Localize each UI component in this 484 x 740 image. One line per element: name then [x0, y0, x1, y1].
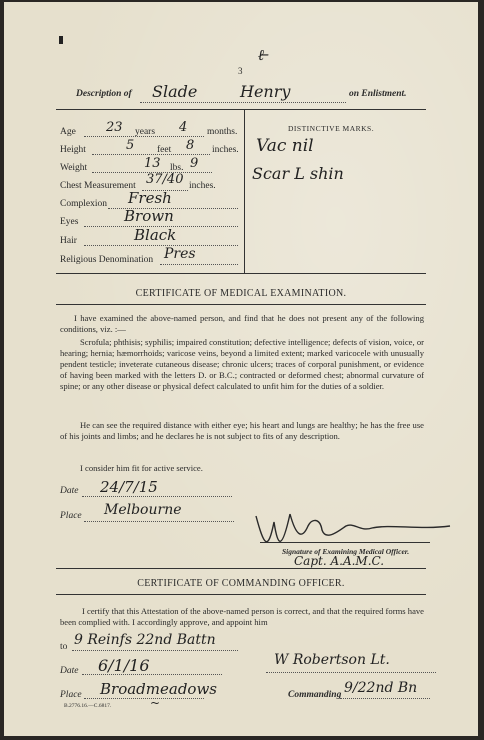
chest-label: Chest Measurement	[60, 181, 136, 191]
commanding-para1: I certify that this Attestation of the above-named person is correct, and that the required forms have been complied with. I accordingly approve, and appoint him	[60, 606, 424, 627]
medical-date-value: 24/7/15	[100, 478, 158, 496]
commanding-date-value: 6/1/16	[98, 656, 150, 675]
commanding-to-line	[72, 650, 238, 651]
complexion-label: Complexion	[60, 199, 107, 209]
commanding-label: Commanding	[288, 690, 342, 700]
height-inches: 8	[186, 138, 195, 153]
commanding-value: 9/22nd Bn	[344, 680, 418, 696]
height-label: Height	[60, 145, 86, 155]
distinctive-marks-line1: Vac nil	[256, 136, 314, 156]
weight-label: Weight	[60, 163, 88, 173]
distinctive-marks-line2: Scar L shin	[252, 164, 344, 183]
box-bottom-rule	[56, 273, 426, 274]
religion-line	[160, 264, 238, 265]
medical-place-value: Melbourne	[104, 502, 182, 518]
medical-date-line	[82, 496, 232, 497]
commanding-place-line	[84, 698, 204, 699]
chest-unit: inches.	[189, 181, 216, 191]
age-months: 4	[179, 120, 188, 135]
box-divider	[244, 109, 245, 273]
medical-date-label: Date	[60, 486, 79, 496]
inches-label: inches.	[212, 145, 239, 155]
medical-place-line	[84, 521, 234, 522]
description-prefix: Description of	[76, 89, 132, 99]
lbs-label: lbs.	[170, 163, 184, 173]
height-feet: 5	[126, 138, 135, 153]
commanding-heading-rule	[56, 594, 426, 595]
medical-heading-rule	[56, 304, 426, 305]
hair-line	[84, 245, 238, 246]
forename-value: Henry	[240, 82, 291, 101]
commanding-signature-line	[266, 672, 436, 673]
eyes-value: Brown	[124, 207, 174, 225]
complexion-value: Fresh	[128, 189, 172, 207]
months-label: months.	[207, 127, 238, 137]
weight-extra: 9	[190, 156, 199, 171]
description-suffix: on Enlistment.	[349, 89, 407, 99]
commanding-to-value: 9 Reinfs 22nd Battn	[74, 632, 216, 648]
hair-value: Black	[134, 226, 177, 244]
attestation-page	[4, 2, 478, 736]
medical-signature-caption: Signature of Examining Medical Officer.	[282, 547, 410, 556]
commanding-place-value: Broadmeadows	[100, 680, 217, 698]
distinctive-marks-heading: DISTINCTIVE MARKS.	[288, 124, 375, 133]
medical-para2: Scrofula; phthisis; syphilis; impaired constitution; defective intelligence; defects of vision, voice, or hearing; hernia; hæmorrhoids; varicose veins, beyond a limited extent; marked varicocele with unusually pendent testicle; inveterate cutaneous disease; chronic ulcers; traces of corporal punishment, or evidence of having been marked with the letters D. or B.C.; contracted or deformed chest; abnormal curvature of spine; or any other disease or physical defect calculated to unfit him for the duties of a soldier.	[60, 337, 424, 391]
religion-value: Pres	[164, 246, 196, 262]
medical-para3: He can see the required distance with either eye; his heart and lungs are healthy; he has the free use of his joints and limbs; and he declares he is not subject to fits of any description.	[60, 420, 424, 441]
weight-value: 13	[144, 156, 161, 171]
years-label: years	[135, 127, 156, 137]
commanding-place-label: Place	[60, 690, 82, 700]
commanding-heading: CERTIFICATE OF COMMANDING OFFICER.	[137, 578, 345, 589]
age-years: 23	[106, 120, 123, 135]
feet-label: feet	[157, 145, 172, 155]
height-line	[92, 154, 210, 155]
description-underline	[140, 102, 346, 103]
eyes-label: Eyes	[60, 217, 79, 227]
printer-code: B.2776.16.—C.6817.	[64, 703, 112, 709]
ink-mark	[59, 36, 63, 44]
medical-officer-rank: Capt. A.A.M.C.	[294, 554, 385, 568]
medical-para1: I have examined the above-named person, and find that he does not present any of the following conditions, viz. :—	[60, 313, 424, 334]
age-label: Age	[60, 127, 76, 137]
hair-label: Hair	[60, 236, 77, 246]
surname-value: Slade	[152, 82, 198, 101]
bottom-scribble: ~	[150, 696, 161, 710]
commanding-to-label: to	[60, 642, 68, 652]
commanding-top-rule	[56, 568, 426, 569]
box-top-rule	[56, 109, 426, 110]
ink-scribble: ℓ̶	[258, 46, 265, 64]
commanding-date-label: Date	[60, 666, 79, 676]
commanding-value-line	[340, 698, 430, 699]
religion-label: Religious Denomination	[60, 255, 154, 265]
medical-place-label: Place	[60, 511, 82, 521]
chest-value: 37/40	[146, 172, 184, 187]
medical-heading: CERTIFICATE OF MEDICAL EXAMINATION.	[135, 288, 347, 299]
age-line	[84, 136, 204, 137]
commanding-date-line	[82, 674, 222, 675]
commanding-officer-signature: W Robertson Lt.	[274, 652, 390, 668]
medical-para4: I consider him fit for active service.	[80, 463, 203, 473]
page-number: 3	[238, 66, 243, 76]
medical-signature-rule	[260, 542, 430, 543]
